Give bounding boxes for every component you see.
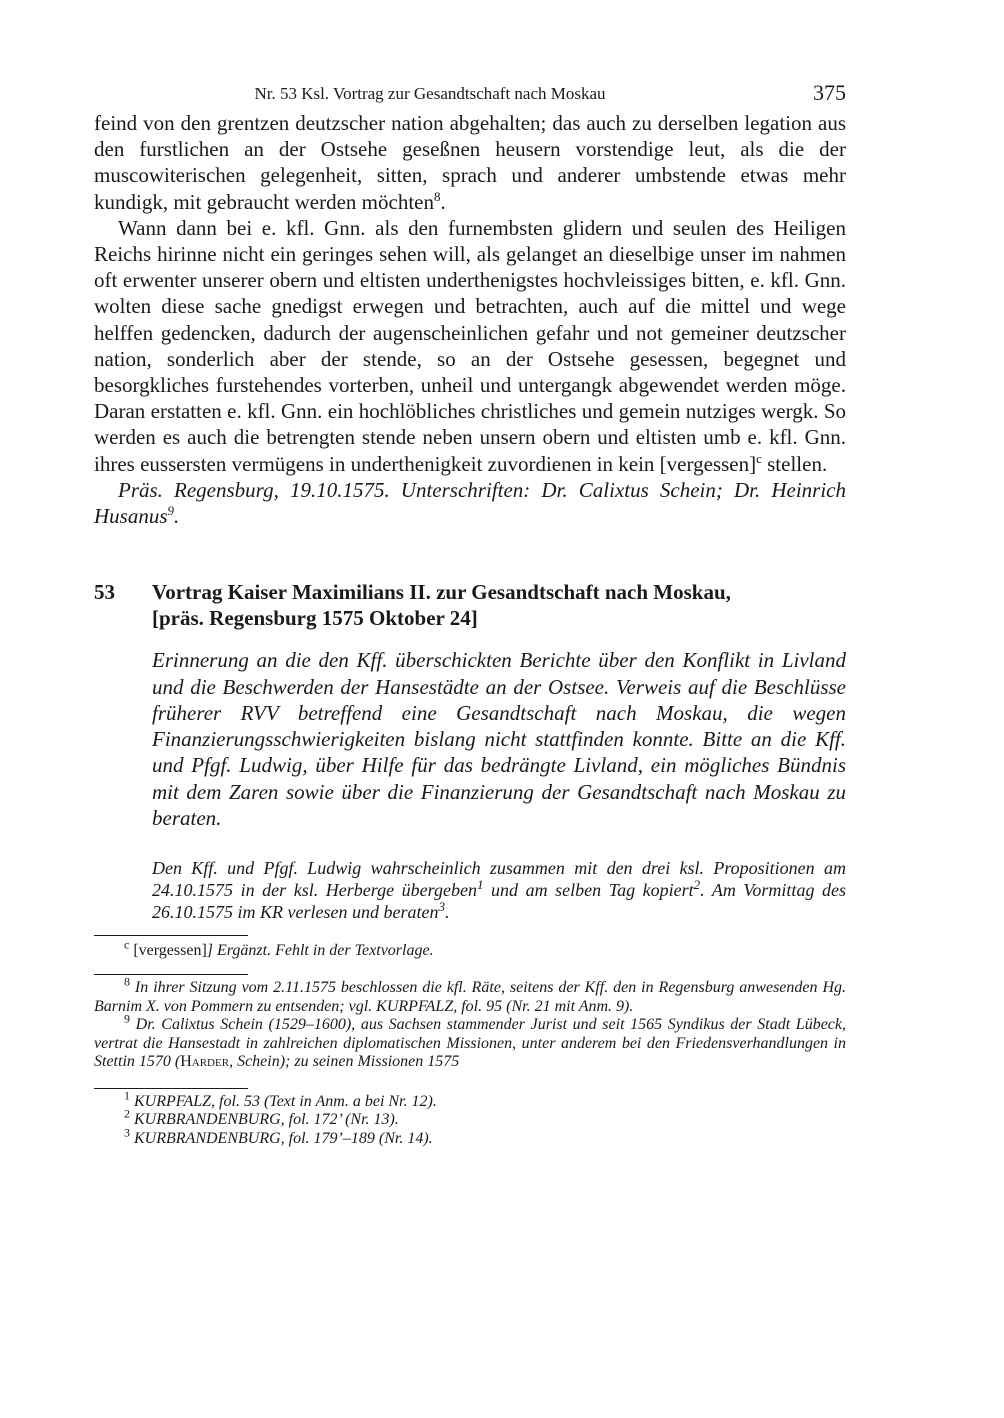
note-mark: 8 <box>124 974 130 989</box>
textcritical-notes <box>94 938 846 961</box>
footnote-ref: 8 <box>434 188 441 204</box>
note-mark: 9 <box>124 1011 130 1026</box>
signature-text: Präs. Regensburg, 19.10.1575. Unterschriften: Dr. Calixtus Schein; Dr. Heinrich Husanus <box>94 477 846 529</box>
note-mark: 2 <box>124 1107 130 1122</box>
textcritical-note-c <box>94 938 846 961</box>
provenance-text: und am selben Tag kopiert <box>483 880 694 901</box>
page <box>94 80 846 1149</box>
footnote-divider <box>94 974 248 975</box>
note-mark: 3 <box>124 1125 130 1140</box>
commentary-notes <box>94 974 846 1072</box>
source-notes <box>94 1088 846 1149</box>
paragraph-continuation <box>94 110 846 215</box>
footnote-divider <box>94 1088 248 1089</box>
note-author: Harder <box>180 1053 230 1071</box>
footnote-8 <box>94 974 846 1016</box>
document-title-line: Vortrag Kaiser Maximilians II. zur Gesandtschaft nach Moskau, <box>152 580 731 605</box>
note-mark: 1 <box>124 1088 130 1103</box>
running-title: Nr. 53 Ksl. Vortrag zur Gesandtschaft nach Moskau <box>254 84 606 103</box>
provenance-note <box>152 857 846 923</box>
note-text: KURPFALZ, fol. 53 (Text in Anm. a bei Nr. 12). <box>130 1092 437 1110</box>
note-text: , Schein); zu seinen Missionen 1575 <box>229 1053 460 1071</box>
footnote-1 <box>94 1088 846 1112</box>
footnote-ref: 9 <box>167 503 175 519</box>
provenance-text: . <box>444 902 450 923</box>
footnote-ref: 1 <box>476 877 484 893</box>
footnote-3 <box>94 1125 846 1149</box>
paragraph-end: . <box>440 189 446 214</box>
footnote-ref: 3 <box>438 899 445 915</box>
paragraph-request <box>94 215 846 477</box>
note-text: ] Ergänzt. Fehlt in der Textvorlage. <box>206 942 434 960</box>
page-number: 375 <box>813 80 846 105</box>
document-date-line: [präs. Regensburg 1575 Oktober 24] <box>152 606 478 631</box>
paragraph-text: feind von den grentzen deutzscher nation abgehalten; das auch zu derselben legation aus den furstlichen an der Ostsehe geseßnen heusern vorstendige leut, als die der muscowiterischen gelegenheit, sitten, sprach und anderer umbstende etwas mehr kundigk, mit gebraucht werden möchten <box>94 111 846 214</box>
regest: Erinnerung an die den Kff. überschickten Berichte über den Konflikt in Livland und die Beschwerden der Hansestädte an der Ostsee. Verweis auf die Beschlüsse früherer RVV betreffend eine Gesandtschaft nach Moskau, die wegen Finanzierungsschwierigkeiten bislang nicht stattfinden konnte. Bitte an die Kff. und Pfgf. Ludwig, über Hilfe für das bedrängte Livland, ein mögliches Bündnis mit dem Zaren sowie über die Finanzierung der Gesandtschaft nach Moskau zu beraten. <box>152 648 846 831</box>
signature-note <box>94 477 846 529</box>
note-lemma: [vergessen] <box>129 942 207 960</box>
note-text: Dr. Calixtus Schein (1529–1600), aus Sachsen stammender Jurist und seit 1565 Syndikus der Stadt Lübeck, vertrat die Hansestadt in zahlreichen diplomatischen Missionen, unter anderem bei den Friedensverhandlungen in Stettin 1570 ( <box>94 1016 846 1071</box>
note-text: KURBRANDENBURG, fol. 172’ (Nr. 13). <box>130 1111 399 1129</box>
document-heading <box>94 579 846 631</box>
footnote-9 <box>94 1011 846 1072</box>
provenance-text: Den Kff. und Pfgf. Ludwig wahrscheinlich zusammen mit den drei ksl. Propositionen am 24.10.1575 in der ksl. Herberge übergeben <box>152 858 846 901</box>
paragraph-end: stellen. <box>761 451 828 476</box>
footnote-divider <box>94 935 248 936</box>
document-title <box>152 579 846 631</box>
footnote-ref: 2 <box>693 877 701 893</box>
running-head <box>94 80 846 110</box>
paragraph-text: Wann dann bei e. kfl. Gnn. als den furnembsten glidern und seulen des Heiligen Reichs hirinne nicht ein geringes sehen will, als gelanget an dieselbige unser im nahmen oft erwenter unserer obern und eltisten underthenigstes hochvleissiges bitten, e. kfl. Gnn. wolten diese sache gnedigst erwegen und betrachten, auch auf die mittel und wege helffen gedencken, dadurch der augenscheinlichen gefahr und not gemeiner deutzscher nation, sonderlich aber der stende, so an der Ostsehe gesessen, begegnet und besorgkliches furstehendes vorterben, unheil und untergangk abgewendet werden möge. Daran erstatten e. kfl. Gnn. ein hochlöbliches christliches und gemein nutziges wergk. So werden es auch die betrengten stende neben unsern obern und eltisten umb e. kfl. Gnn. ihres eussersten vermügens in underthenigkeit zuvordienen in kein [vergessen] <box>94 215 846 476</box>
textcritical-ref: c <box>756 450 762 466</box>
document-number: 53 <box>94 580 115 605</box>
footnote-2 <box>94 1107 846 1130</box>
note-text: In ihrer Sitzung vom 2.11.1575 beschlossen die kfl. Räte, seitens der Kff. den in Regensburg anwesenden Hg. Barnim X. von Pommern zu entsenden; vgl. KURPFALZ, fol. 95 (Nr. 21 mit Anm. 9). <box>94 978 846 1015</box>
main-text <box>94 110 846 529</box>
provenance-text: . Am Vormittag des 26.10.1575 im KR verlesen und beraten <box>152 880 847 923</box>
note-text: KURBRANDENBURG, fol. 179’–189 (Nr. 14). <box>130 1130 433 1148</box>
note-mark: c <box>124 938 130 952</box>
signature-end: . <box>174 504 180 529</box>
